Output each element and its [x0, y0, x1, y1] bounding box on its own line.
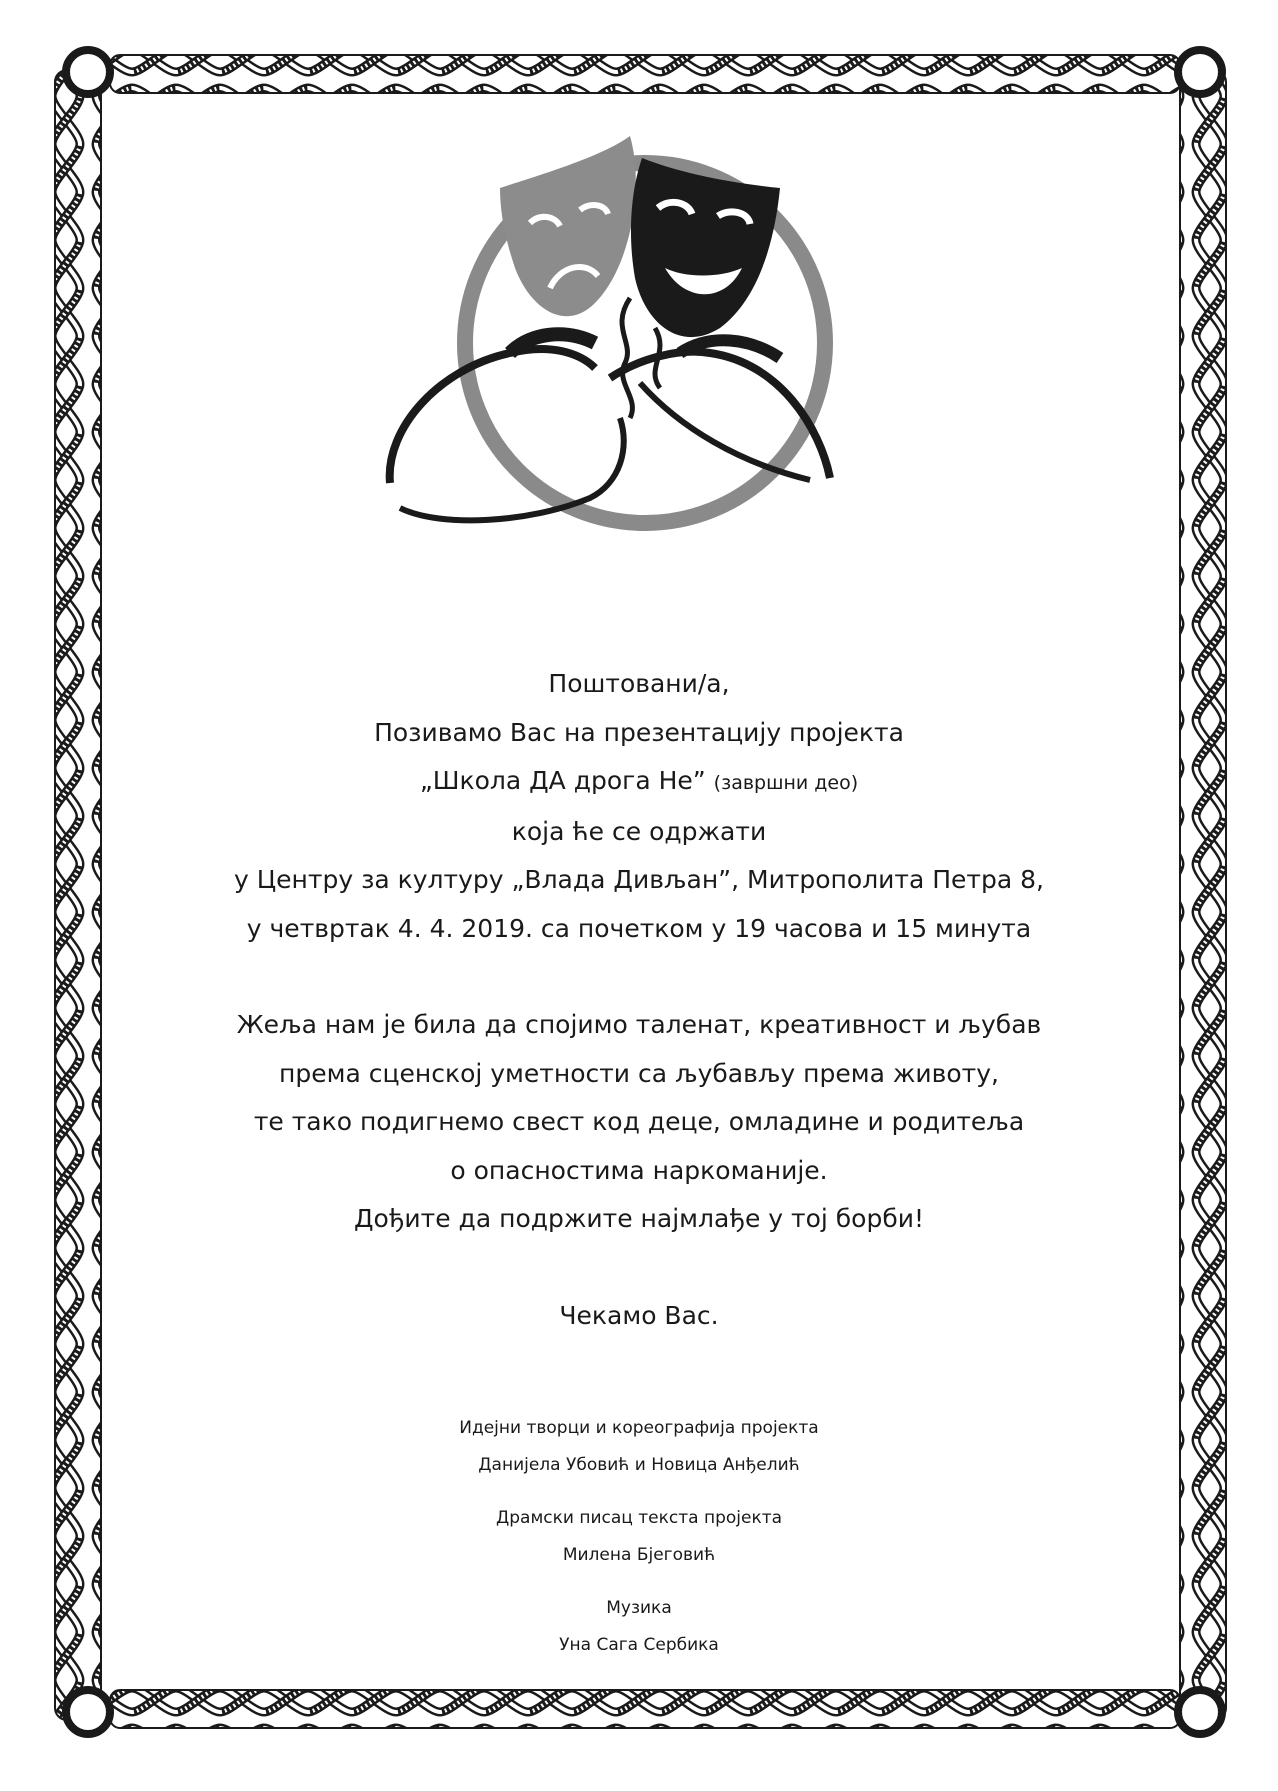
- greeting: Поштовани/а,: [548, 669, 730, 698]
- credit-block: [200, 1590, 1078, 1664]
- paragraph-line-5: Дођите да подржите најмлађе у тој борби!: [353, 1204, 925, 1233]
- credit-role: Идејни творци и кореографија пројекта: [459, 1418, 819, 1438]
- project-title-line: [150, 757, 1128, 808]
- paragraph-line-1: Жеља нам је била да спојимо таленат, креативност и љубав: [236, 1010, 1042, 1039]
- closing: Чекамо Вас.: [559, 1300, 719, 1330]
- project-note: (завршни део): [713, 772, 859, 794]
- credits: [200, 1410, 1078, 1680]
- credit-role: Музика: [606, 1598, 672, 1618]
- invitation-text: [150, 660, 1128, 1340]
- credit-role: Драмски писац текста пројекта: [495, 1508, 783, 1528]
- credit-block: [200, 1410, 1078, 1484]
- credit-name: Милена Бјеговић: [562, 1545, 716, 1565]
- paragraph-line-3: те тако подигнемо свест код деце, омладине и родитеља: [253, 1107, 1025, 1136]
- theatre-masks-and-ballet-shoes-icon: [380, 128, 910, 568]
- credit-name: Данијела Убовић и Новица Анђелић: [478, 1455, 800, 1475]
- invitation-line-3: која ће се одржати: [511, 816, 767, 846]
- venue-line: у Центру за културу „Влада Дивљан”, Митрополита Петра 8,: [234, 865, 1044, 894]
- paragraph-line-4: о опасностима наркоманије.: [450, 1155, 828, 1185]
- date-time-line: у четвртак 4. 4. 2019. са почетком у 19 часова и 15 минута: [246, 913, 1032, 943]
- project-title: „Школа ДА дрога Не”: [419, 766, 706, 795]
- credit-name: Уна Сага Сербика: [559, 1635, 719, 1655]
- credit-block: [200, 1500, 1078, 1574]
- invitation-line-1: Позивамо Вас на презентацију пројекта: [374, 717, 904, 747]
- paragraph-line-2: према сценској уметности са љубављу према животу,: [279, 1058, 999, 1088]
